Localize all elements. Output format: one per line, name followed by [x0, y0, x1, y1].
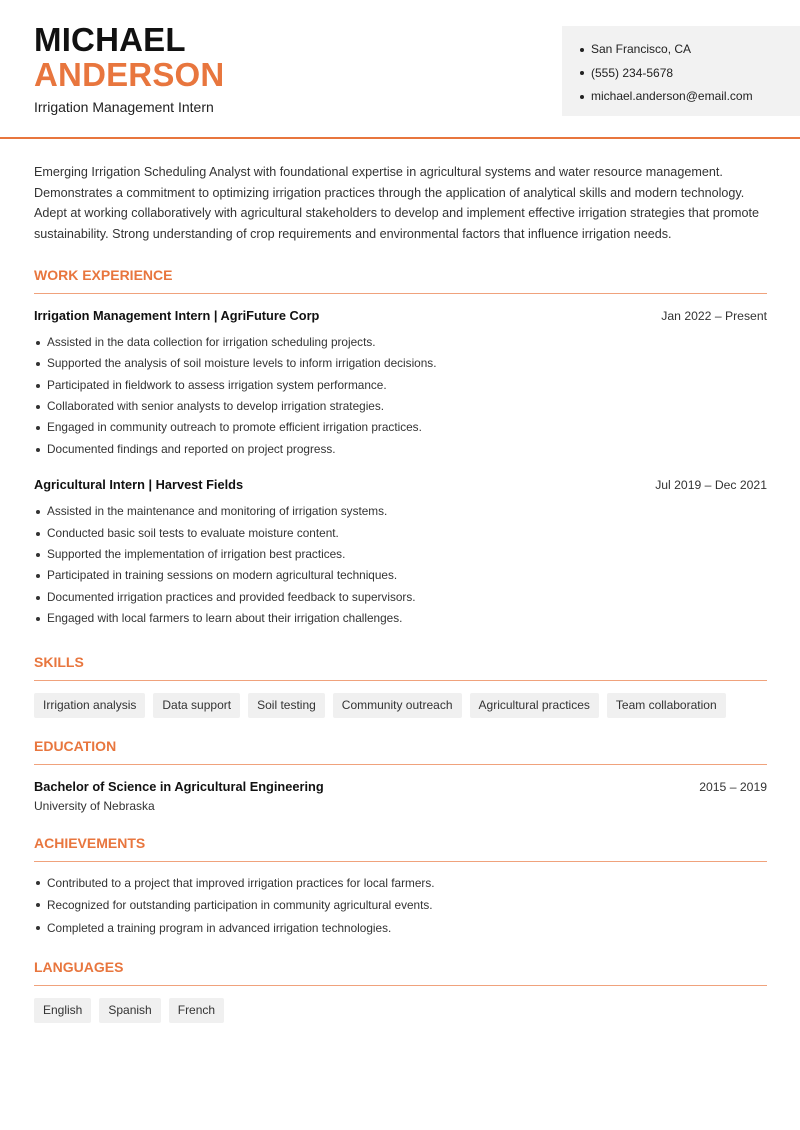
- job-bullet: Assisted in the data collection for irrigation scheduling projects.: [34, 332, 767, 353]
- school-name: University of Nebraska: [34, 798, 155, 813]
- achievement-list: [34, 872, 767, 940]
- education-header-row: [34, 779, 767, 794]
- contact-box: [562, 26, 800, 116]
- skill-tag: Community outreach: [333, 693, 462, 718]
- job-bullet: Engaged with local farmers to learn about their irrigation challenges.: [34, 608, 767, 629]
- job-entry: [34, 477, 767, 629]
- email-text: michael.anderson@email.com: [591, 89, 753, 103]
- job-bullet: Supported the implementation of irrigation best practices.: [34, 544, 767, 565]
- contact-location: [580, 38, 800, 62]
- skill-tag: Team collaboration: [607, 693, 726, 718]
- job-entry: [34, 308, 767, 460]
- location-text: San Francisco, CA: [591, 42, 692, 56]
- bullet-dot-icon: [580, 71, 584, 75]
- job-bullet: Documented irrigation practices and provided feedback to supervisors.: [34, 587, 767, 608]
- job-bullet: Conducted basic soil tests to evaluate moisture content.: [34, 523, 767, 544]
- skill-tag: Data support: [153, 693, 240, 718]
- resume-body: [34, 162, 767, 1023]
- language-tag: French: [169, 998, 224, 1023]
- job-heading: Irrigation Management Intern | AgriFuture Corp: [34, 307, 320, 323]
- first-name: MICHAEL: [34, 21, 186, 58]
- resume-header: [0, 0, 800, 139]
- contact-phone: [580, 62, 800, 86]
- languages-section: [34, 959, 767, 1023]
- job-header-row: [34, 308, 767, 323]
- candidate-name: [34, 22, 224, 92]
- achievement-item: Completed a training program in advanced irrigation technologies.: [34, 917, 767, 940]
- language-tag: Spanish: [99, 998, 160, 1023]
- section-title-skills: SKILLS: [34, 654, 767, 681]
- education-entry: [34, 779, 767, 813]
- skill-tag: Soil testing: [248, 693, 325, 718]
- skill-tags: [34, 693, 767, 718]
- job-bullet: Participated in fieldwork to assess irrigation system performance.: [34, 375, 767, 396]
- language-tag: English: [34, 998, 91, 1023]
- job-bullet: Participated in training sessions on modern agricultural techniques.: [34, 565, 767, 586]
- degree: Bachelor of Science in Agricultural Engineering: [34, 778, 324, 794]
- job-title: Irrigation Management Intern: [34, 99, 214, 115]
- language-tags: [34, 998, 767, 1023]
- education-section: [34, 738, 767, 813]
- section-title-achievements: ACHIEVEMENTS: [34, 835, 767, 862]
- section-title-work: WORK EXPERIENCE: [34, 267, 767, 294]
- job-bullet: Documented findings and reported on project progress.: [34, 439, 767, 460]
- achievement-item: Contributed to a project that improved irrigation practices for local farmers.: [34, 872, 767, 895]
- job-heading: Agricultural Intern | Harvest Fields: [34, 477, 244, 493]
- bullet-dot-icon: [580, 95, 584, 99]
- achievements-section: [34, 835, 767, 940]
- job-dates: Jul 2019 – Dec 2021: [655, 478, 767, 493]
- job-bullets: [34, 501, 767, 629]
- job-dates: Jan 2022 – Present: [661, 308, 767, 323]
- job-bullet: Collaborated with senior analysts to develop irrigation strategies.: [34, 396, 767, 417]
- contact-email: [580, 85, 800, 109]
- skill-tag: Agricultural practices: [470, 693, 599, 718]
- job-bullets: [34, 332, 767, 460]
- achievement-item: Recognized for outstanding participation in community agricultural events.: [34, 894, 767, 917]
- job-header-row: [34, 477, 767, 492]
- job-bullet: Assisted in the maintenance and monitoring of irrigation systems.: [34, 501, 767, 522]
- job-bullet: Engaged in community outreach to promote efficient irrigation practices.: [34, 417, 767, 438]
- section-title-languages: LANGUAGES: [34, 959, 767, 986]
- skill-tag: Irrigation analysis: [34, 693, 145, 718]
- professional-summary: Emerging Irrigation Scheduling Analyst with foundational expertise in agricultural systems and water resource management. Demonstrates a commitment to optimizing irrigation practices through the application of analytical skills and modern technology. Adept at working collaboratively with agricultural stakeholders to develop and implement effective irrigation strategies that promote sustainability. Strong understanding of crop requirements and environmental factors that influence irrigation needs.: [34, 165, 759, 242]
- last-name: ANDERSON: [34, 56, 225, 93]
- work-experience-section: [34, 267, 767, 630]
- education-dates: 2015 – 2019: [699, 779, 767, 794]
- skills-section: [34, 654, 767, 718]
- section-title-education: EDUCATION: [34, 738, 767, 765]
- phone-text: (555) 234-5678: [591, 65, 674, 80]
- job-bullet: Supported the analysis of soil moisture levels to inform irrigation decisions.: [34, 353, 767, 374]
- bullet-dot-icon: [580, 48, 584, 52]
